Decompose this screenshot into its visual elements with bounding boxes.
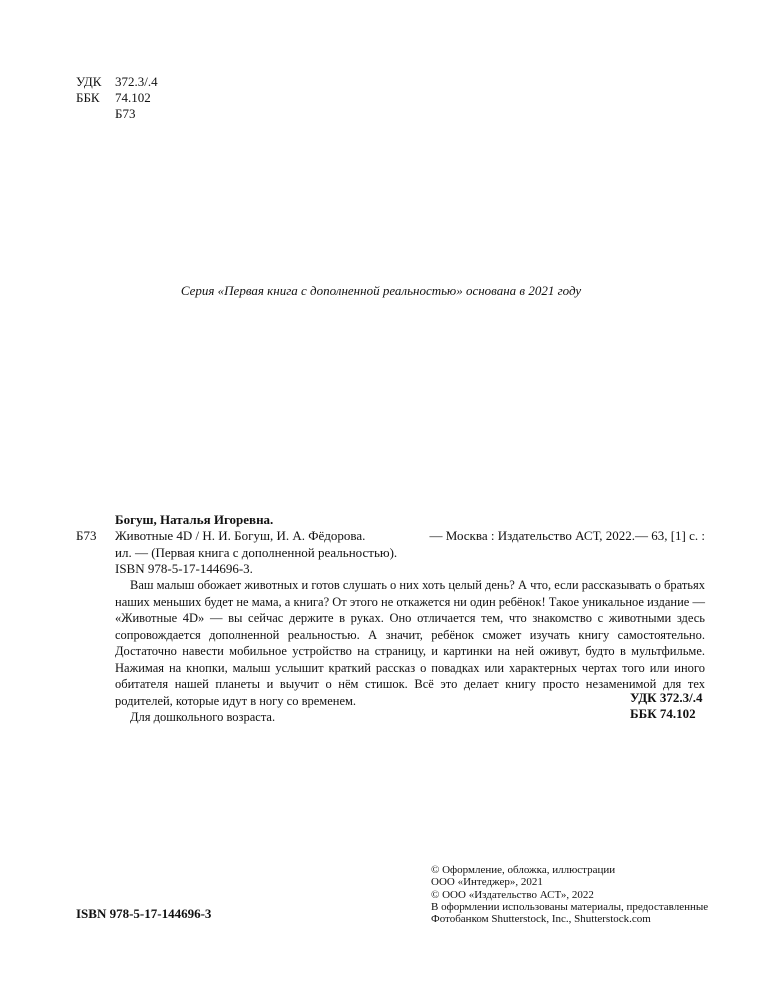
classification-block bbox=[76, 74, 158, 122]
bbk-bottom: ББК 74.102 bbox=[630, 706, 696, 721]
bbk-label: ББК bbox=[76, 90, 100, 105]
catalog-annotation bbox=[115, 577, 705, 726]
catalog-bibliographic-entry bbox=[115, 528, 705, 578]
udk-value: 372.3/.4 bbox=[115, 74, 158, 89]
catalog-author-heading: Богуш, Наталья Игоревна. bbox=[115, 512, 274, 527]
catalog-isbn: ISBN 978-5-17-144696-3. bbox=[115, 561, 253, 576]
udk-bottom: УДК 372.3/.4 bbox=[630, 690, 703, 705]
udk-label: УДК bbox=[76, 74, 102, 89]
copyright-line: В оформлении использованы материалы, предоставленные bbox=[431, 900, 709, 913]
title-line-left: Животные 4D / Н. И. Богуш, И. А. Фёдорова. bbox=[115, 528, 366, 543]
age-note: Для дошкольного возраста. bbox=[130, 710, 276, 724]
copyright-line: © ООО «Издательство АСТ», 2022 bbox=[431, 888, 594, 901]
isbn-bottom: ISBN 978-5-17-144696-3 bbox=[76, 906, 212, 921]
bbk-value: 74.102 bbox=[115, 90, 151, 105]
udk-row bbox=[76, 74, 158, 90]
copyright-block bbox=[431, 864, 708, 925]
copyright-line: Фотобанком Shutterstock, Inc., Shutterstock.com bbox=[431, 913, 651, 926]
title-line-right: — Москва : Издательство АСТ, 2022.— 63, [1] с. : bbox=[429, 528, 705, 543]
catalog-classification-bottom bbox=[630, 690, 702, 722]
copyright-line: ООО «Интеджер», 2021 bbox=[431, 876, 543, 889]
catalog-mark: Б73 bbox=[76, 528, 97, 543]
author-mark-row bbox=[76, 106, 158, 122]
author-mark: Б73 bbox=[115, 106, 136, 121]
copyright-line: © Оформление, обложка, иллюстрации bbox=[431, 864, 616, 876]
title-line-2: ил. — (Первая книга с дополненной реальностью). bbox=[115, 544, 398, 560]
bbk-row bbox=[76, 90, 158, 106]
title-line-1 bbox=[115, 528, 705, 545]
annotation-text: Ваш малыш обожает животных и готов слушать о них хоть целый день? А что, если рассказывать о братьях наших меньших будет не мама, а книга? От этого не откажется ни один ребёнок! Такое уникальное издание — «Животные 4D» — вы сейчас держите в руках. Оно отличается тем, что знакомство с животными здесь сопровождается дополненной реальностью. А значит, ребёнок сможет изучать книгу самостоятельно. Достаточно навести мобильное устройство на страницу, и картинки на ней оживут, будто в мультфильме. Нажимая на кнопки, малыш услышит краткий рассказ о повадках или характерных чертах того или иного обитателя нашей планеты и выучит о нём стишок. Всё это делает книгу просто незаменимой для тех родителей, которые идут в ногу со временем. bbox=[115, 578, 705, 708]
series-note: Серия «Первая книга с дополненной реальностью» основана в 2021 году bbox=[180, 283, 582, 298]
